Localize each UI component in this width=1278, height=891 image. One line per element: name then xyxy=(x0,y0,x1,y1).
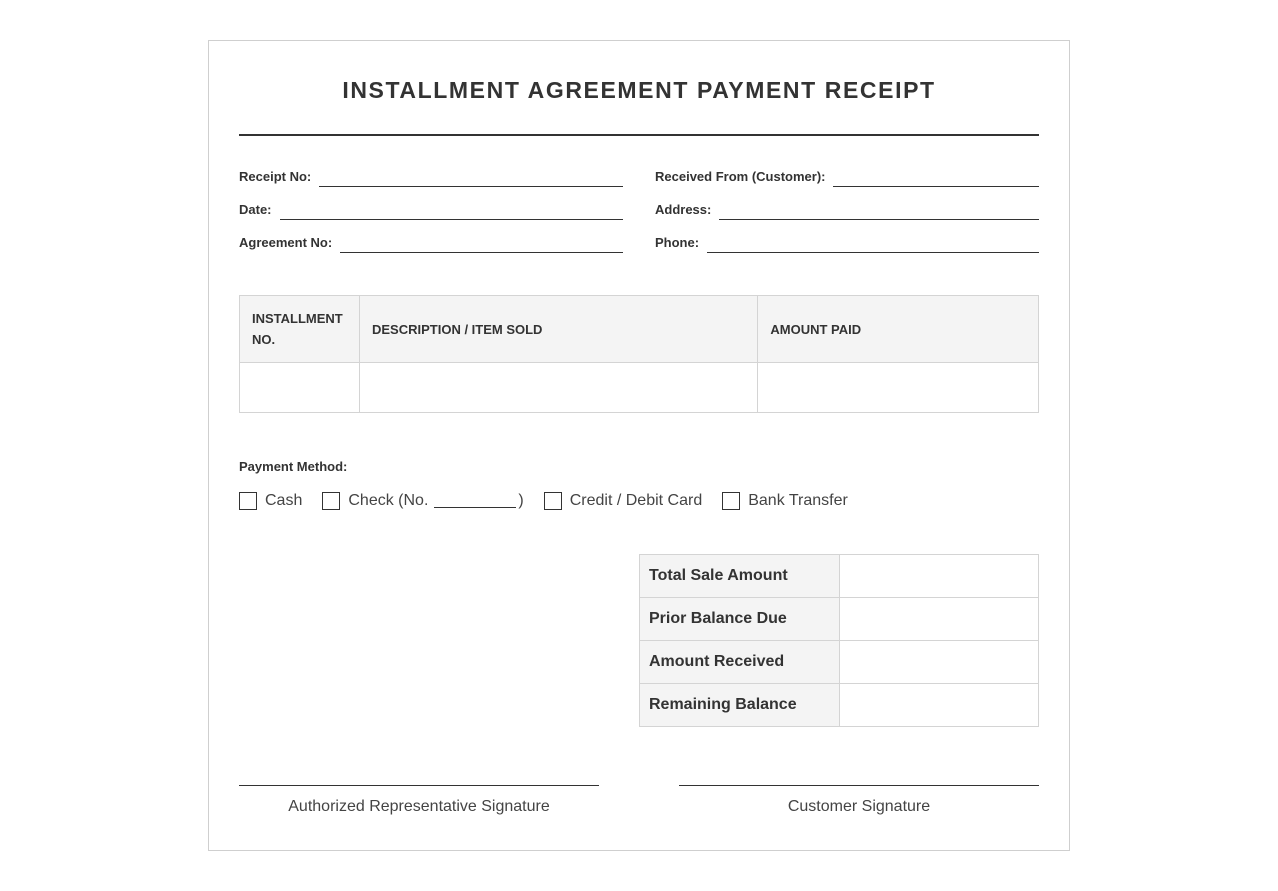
phone-input[interactable] xyxy=(707,233,1039,253)
prior-balance-value[interactable] xyxy=(840,598,1039,641)
totals-table xyxy=(639,554,1039,727)
prior-balance-row xyxy=(640,598,1039,641)
cash-checkbox[interactable] xyxy=(239,492,257,510)
items-table-header-row xyxy=(240,296,1039,363)
remaining-balance-value[interactable] xyxy=(840,684,1039,727)
total-sale-row xyxy=(640,555,1039,598)
address-field[interactable] xyxy=(655,200,1039,220)
amount-received-value[interactable] xyxy=(840,641,1039,684)
receipt-no-label: Receipt No: xyxy=(239,169,312,184)
prior-balance-label: Prior Balance Due xyxy=(640,598,840,641)
customer-signature-block xyxy=(679,785,1039,816)
column-header-amount-paid: AMOUNT PAID xyxy=(758,296,1039,363)
received-from-field[interactable] xyxy=(655,167,1039,187)
agreement-no-field[interactable] xyxy=(239,233,623,253)
page-title: INSTALLMENT AGREEMENT PAYMENT RECEIPT xyxy=(342,77,936,103)
check-label-close: ) xyxy=(518,492,524,509)
bank-transfer-checkbox[interactable] xyxy=(722,492,740,510)
receipt-no-input[interactable] xyxy=(319,167,623,187)
payment-option-bank-transfer[interactable] xyxy=(722,492,848,510)
check-label: Check (No. xyxy=(348,492,429,509)
card-label: Credit / Debit Card xyxy=(569,492,703,509)
received-from-input[interactable] xyxy=(833,167,1039,187)
check-checkbox[interactable] xyxy=(322,492,340,510)
agreement-no-label: Agreement No: xyxy=(239,235,333,250)
phone-label: Phone: xyxy=(655,235,700,250)
receipt-page xyxy=(208,40,1070,851)
receipt-no-field[interactable] xyxy=(239,167,623,187)
description-cell[interactable] xyxy=(359,363,757,413)
total-sale-value[interactable] xyxy=(840,555,1039,598)
cash-label: Cash xyxy=(265,492,303,509)
payment-option-cash[interactable] xyxy=(239,492,302,510)
column-header-installment-no: INSTALLMENT NO. xyxy=(240,296,360,363)
table-row xyxy=(240,363,1039,413)
column-header-description: DESCRIPTION / ITEM SOLD xyxy=(359,296,757,363)
customer-signature-line[interactable] xyxy=(679,785,1039,786)
received-from-label: Received From (Customer): xyxy=(655,169,826,184)
amount-received-row xyxy=(640,641,1039,684)
card-checkbox[interactable] xyxy=(544,492,562,510)
remaining-balance-label: Remaining Balance xyxy=(640,684,840,727)
total-sale-label: Total Sale Amount xyxy=(640,555,840,598)
payment-method-options xyxy=(239,491,868,511)
phone-field[interactable] xyxy=(655,233,1039,253)
installment-no-cell[interactable] xyxy=(240,363,360,413)
representative-signature-block xyxy=(239,785,599,816)
address-label: Address: xyxy=(655,202,712,217)
title-divider xyxy=(239,134,1039,136)
representative-signature-line[interactable] xyxy=(239,785,599,786)
amount-received-label: Amount Received xyxy=(640,641,840,684)
amount-paid-cell[interactable] xyxy=(758,363,1039,413)
bank-transfer-label: Bank Transfer xyxy=(748,492,848,509)
customer-signature-label: Customer Signature xyxy=(787,798,931,815)
date-input[interactable] xyxy=(280,200,623,220)
remaining-balance-row xyxy=(640,684,1039,727)
date-field[interactable] xyxy=(239,200,623,220)
date-label: Date: xyxy=(239,202,272,217)
payment-option-check[interactable] xyxy=(322,492,523,510)
payment-method-label: Payment Method: xyxy=(239,459,348,474)
address-input[interactable] xyxy=(719,200,1039,220)
representative-signature-label: Authorized Representative Signature xyxy=(288,798,550,815)
payment-option-card[interactable] xyxy=(544,492,703,510)
check-number-blank[interactable] xyxy=(434,494,516,508)
items-table xyxy=(239,295,1039,413)
agreement-no-input[interactable] xyxy=(340,233,623,253)
